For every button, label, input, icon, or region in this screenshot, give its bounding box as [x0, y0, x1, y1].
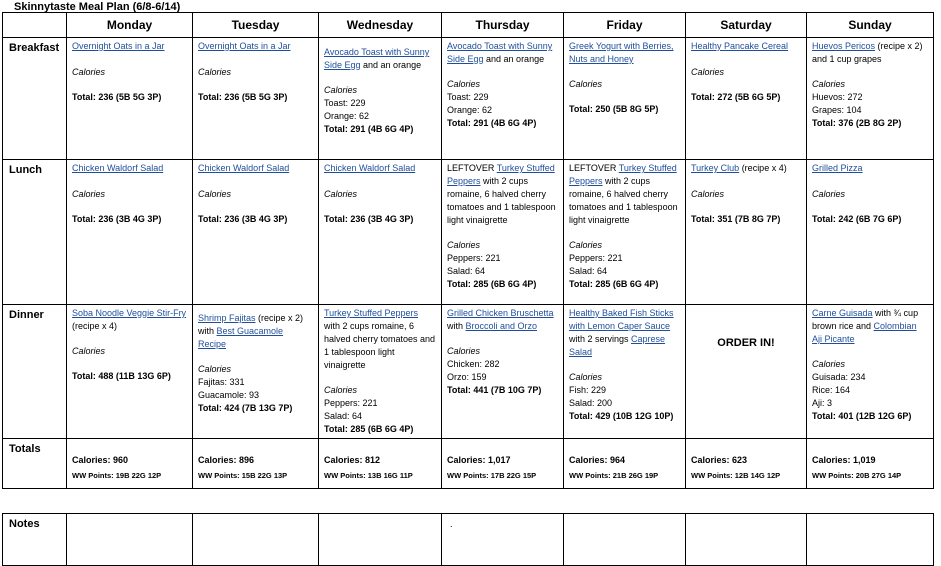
calories-label: Calories [198, 67, 232, 77]
leftover-prefix: LEFTOVER [447, 163, 497, 173]
totals-sunday [807, 439, 934, 489]
daily-calories: Calories: 623 [691, 455, 748, 465]
meal-text: with ¾ cup brown rice and [812, 308, 919, 331]
meal-total: Total: 424 (7B 13G 7P) [198, 403, 293, 413]
calorie-line: Peppers: 221 [324, 398, 378, 408]
breakfast-friday [564, 38, 686, 160]
meal-plan-table [2, 12, 934, 489]
meal-total: Total: 291 (4B 6G 4P) [447, 118, 537, 128]
totals-tuesday [193, 439, 319, 489]
ww-points: WW Points: 15B 22G 13P [198, 471, 288, 480]
dinner-wednesday [319, 305, 442, 439]
meal-total: Total: 242 (6B 7G 6P) [812, 214, 902, 224]
row-label-notes: Notes [3, 514, 67, 566]
meal-total: Total: 285 (6B 6G 4P) [447, 279, 537, 289]
calories-label: Calories [72, 67, 106, 77]
calorie-line: Orzo: 159 [447, 372, 487, 382]
daily-calories: Calories: 1,019 [812, 455, 876, 465]
calories-label: Calories [447, 79, 481, 89]
breakfast-wednesday [319, 38, 442, 160]
row-label-dinner: Dinner [3, 305, 67, 439]
calories-label: Calories [72, 189, 106, 199]
calories-label: Calories [447, 240, 481, 250]
meal-text: with 2 cups romaine, 6 halved cherry tomatoes and 1 tablespoon light vinaigrette [324, 321, 436, 370]
ww-points: WW Points: 19B 22G 12P [72, 471, 162, 480]
calorie-line: Fish: 229 [569, 385, 607, 395]
recipe-link[interactable]: Turkey Stuffed Peppers [324, 308, 419, 318]
calories-label: Calories [198, 189, 232, 199]
dinner-thursday [442, 305, 564, 439]
calories-label: Calories [324, 385, 358, 395]
day-header-tuesday: Tuesday [193, 13, 319, 38]
recipe-link[interactable]: Huevos Pericos [812, 41, 876, 51]
lunch-tuesday [193, 160, 319, 305]
dinner-saturday [686, 305, 807, 439]
lunch-saturday [686, 160, 807, 305]
calories-label: Calories [324, 85, 358, 95]
meal-text: with [447, 321, 466, 331]
meal-total: Total: 285 (6B 6G 4P) [569, 279, 659, 289]
breakfast-monday [67, 38, 193, 160]
lunch-thursday [442, 160, 564, 305]
calorie-line: Salad: 64 [324, 411, 363, 421]
notes-table [2, 513, 934, 566]
lunch-wednesday [319, 160, 442, 305]
meal-total: Total: 272 (5B 6G 5P) [691, 92, 781, 102]
page-title: Skinnytaste Meal Plan (6/8-6/14) [14, 1, 181, 13]
calorie-line: Huevos: 272 [812, 92, 863, 102]
ww-points: WW Points: 12B 14G 12P [691, 471, 781, 480]
calorie-line: Peppers: 221 [569, 253, 623, 263]
day-header-saturday: Saturday [686, 13, 807, 38]
header-row [3, 13, 934, 38]
recipe-link[interactable]: Soba Noodle Veggie Stir-Fry [72, 308, 187, 318]
calories-label: Calories [691, 67, 725, 77]
lunch-row [3, 160, 934, 305]
corner-cell [3, 13, 67, 38]
calories-label: Calories [569, 372, 603, 382]
meal-total: Total: 429 (10B 12G 10P) [569, 411, 674, 421]
meal-text: (recipe x 2) and 1 cup grapes [812, 41, 923, 64]
totals-saturday [686, 439, 807, 489]
ww-points: WW Points: 20B 27G 14P [812, 471, 902, 480]
recipe-link[interactable]: Overnight Oats in a Jar [72, 41, 165, 51]
row-label-totals: Totals [3, 439, 67, 489]
dinner-monday [67, 305, 193, 439]
meal-total: Total: 488 (11B 13G 6P) [72, 371, 171, 381]
breakfast-thursday [442, 38, 564, 160]
recipe-link[interactable]: Avocado Toast with Sunny Side Egg [447, 41, 553, 64]
meal-text: with 2 cups romaine, 6 halved cherry tomatoes and 1 tablespoon light vinaigrette [447, 176, 556, 225]
breakfast-tuesday [193, 38, 319, 160]
calories-label: Calories [447, 346, 481, 356]
leftover-prefix: LEFTOVER [569, 163, 619, 173]
calorie-line: Orange: 62 [324, 111, 370, 121]
meal-total: Total: 236 (5B 5G 3P) [72, 92, 162, 102]
totals-monday [67, 439, 193, 489]
meal-text: with 2 servings [569, 334, 632, 344]
dinner-row [3, 305, 934, 439]
ww-points: WW Points: 21B 26G 19P [569, 471, 659, 480]
dinner-sunday [807, 305, 934, 439]
lunch-monday [67, 160, 193, 305]
row-label-breakfast: Breakfast [3, 38, 67, 160]
calories-label: Calories [324, 189, 358, 199]
recipe-link[interactable]: Turkey Stuffed Peppers [569, 163, 677, 186]
breakfast-sunday [807, 38, 934, 160]
meal-text: and an orange [483, 54, 545, 64]
recipe-link[interactable]: Greek Yogurt with Berries, Nuts and Honey [569, 41, 674, 64]
recipe-link-secondary[interactable]: Colombian Aji Picante [812, 321, 917, 344]
meal-total: Total: 285 (6B 6G 4P) [324, 424, 414, 434]
meal-text: (recipe x 4) [739, 163, 787, 173]
recipe-link[interactable]: Chicken Waldorf Salad [72, 163, 164, 173]
ww-points: WW Points: 17B 22G 15P [447, 471, 537, 480]
meal-total: Total: 291 (4B 6G 4P) [324, 124, 414, 134]
meal-total: Total: 236 (5B 5G 3P) [198, 92, 288, 102]
calorie-line: Toast: 229 [324, 98, 366, 108]
recipe-link[interactable]: Carne Guisada [812, 308, 873, 318]
calorie-line: Orange: 62 [447, 105, 493, 115]
recipe-link[interactable]: Grilled Chicken Bruschetta [447, 308, 554, 318]
daily-calories: Calories: 1,017 [447, 455, 511, 465]
recipe-link[interactable]: Chicken Waldorf Salad [198, 163, 290, 173]
calorie-line: Guisada: 234 [812, 372, 866, 382]
daily-calories: Calories: 960 [72, 455, 129, 465]
recipe-link[interactable]: Grilled Pizza [812, 163, 863, 173]
calories-label: Calories [812, 79, 846, 89]
lunch-sunday [807, 160, 934, 305]
meal-text: with 2 cups romaine, 6 halved cherry tomatoes and 1 tablespoon light vinaigrette [569, 176, 678, 225]
meal-text: (recipe x 2) with [198, 313, 304, 336]
meal-total: Total: 236 (3B 4G 3P) [198, 214, 288, 224]
day-header-monday: Monday [67, 13, 193, 38]
ww-points: WW Points: 13B 16G 11P [324, 471, 413, 480]
calories-label: Calories [569, 79, 603, 89]
breakfast-saturday [686, 38, 807, 160]
recipe-link[interactable]: Overnight Oats in a Jar [198, 41, 291, 51]
meal-total: Total: 236 (3B 4G 3P) [72, 214, 162, 224]
meal-total: Total: 250 (5B 8G 5P) [569, 104, 659, 114]
recipe-link-secondary[interactable]: Broccoli and Orzo [465, 321, 538, 331]
row-label-lunch: Lunch [3, 160, 67, 305]
meal-total: Total: 351 (7B 8G 7P) [691, 214, 781, 224]
calorie-line: Toast: 229 [447, 92, 489, 102]
calorie-line: Chicken: 282 [447, 359, 500, 369]
meal-text: (recipe x 4) [72, 321, 118, 331]
daily-calories: Calories: 964 [569, 455, 626, 465]
calorie-line: Salad: 200 [569, 398, 613, 408]
dinner-friday [564, 305, 686, 439]
totals-wednesday [319, 439, 442, 489]
totals-friday [564, 439, 686, 489]
calorie-line: Guacamole: 93 [198, 390, 260, 400]
order-in-label: ORDER IN! [717, 337, 775, 349]
calories-label: Calories [569, 240, 603, 250]
recipe-link[interactable]: Turkey Club [691, 163, 740, 173]
calories-label: Calories [198, 364, 232, 374]
calorie-line: Grapes: 104 [812, 105, 862, 115]
meal-total: Total: 441 (7B 10G 7P) [447, 385, 542, 395]
calorie-line: Peppers: 221 [447, 253, 501, 263]
calorie-line: Aji: 3 [812, 398, 833, 408]
recipe-link[interactable]: Healthy Pancake Cereal [691, 41, 789, 51]
meal-total: Total: 401 (12B 12G 6P) [812, 411, 912, 421]
calorie-line: Rice: 164 [812, 385, 851, 395]
daily-calories: Calories: 896 [198, 455, 255, 465]
totals-row [3, 439, 934, 489]
day-header-thursday: Thursday [442, 13, 564, 38]
calories-label: Calories [691, 189, 725, 199]
recipe-link[interactable]: Chicken Waldorf Salad [324, 163, 416, 173]
calories-label: Calories [812, 189, 846, 199]
day-header-wednesday: Wednesday [319, 13, 442, 38]
lunch-friday [564, 160, 686, 305]
calorie-line: Fajitas: 331 [198, 377, 245, 387]
calorie-line: Salad: 64 [569, 266, 608, 276]
day-header-sunday: Sunday [807, 13, 934, 38]
meal-text: and an orange [360, 60, 422, 70]
meal-total: Total: 376 (2B 8G 2P) [812, 118, 902, 128]
recipe-link-secondary[interactable]: Caprese Salad [569, 334, 666, 357]
daily-calories: Calories: 812 [324, 455, 381, 465]
meal-total: Total: 236 (3B 4G 3P) [324, 214, 414, 224]
recipe-link[interactable]: Healthy Baked Fish Sticks with Lemon Caper Sauce [569, 308, 674, 331]
recipe-link[interactable]: Shrimp Fajitas [198, 313, 256, 323]
calories-label: Calories [72, 346, 106, 356]
breakfast-row [3, 38, 934, 160]
dinner-tuesday [193, 305, 319, 439]
totals-thursday [442, 439, 564, 489]
day-header-friday: Friday [564, 13, 686, 38]
recipe-link-secondary[interactable]: Best Guacamole Recipe [198, 326, 284, 349]
calories-label: Calories [812, 359, 846, 369]
notes-mark: . [450, 519, 453, 529]
recipe-link[interactable]: Avocado Toast with Sunny Side Egg [324, 47, 430, 70]
calorie-line: Salad: 64 [447, 266, 486, 276]
recipe-link[interactable]: Turkey Stuffed Peppers [447, 163, 555, 186]
